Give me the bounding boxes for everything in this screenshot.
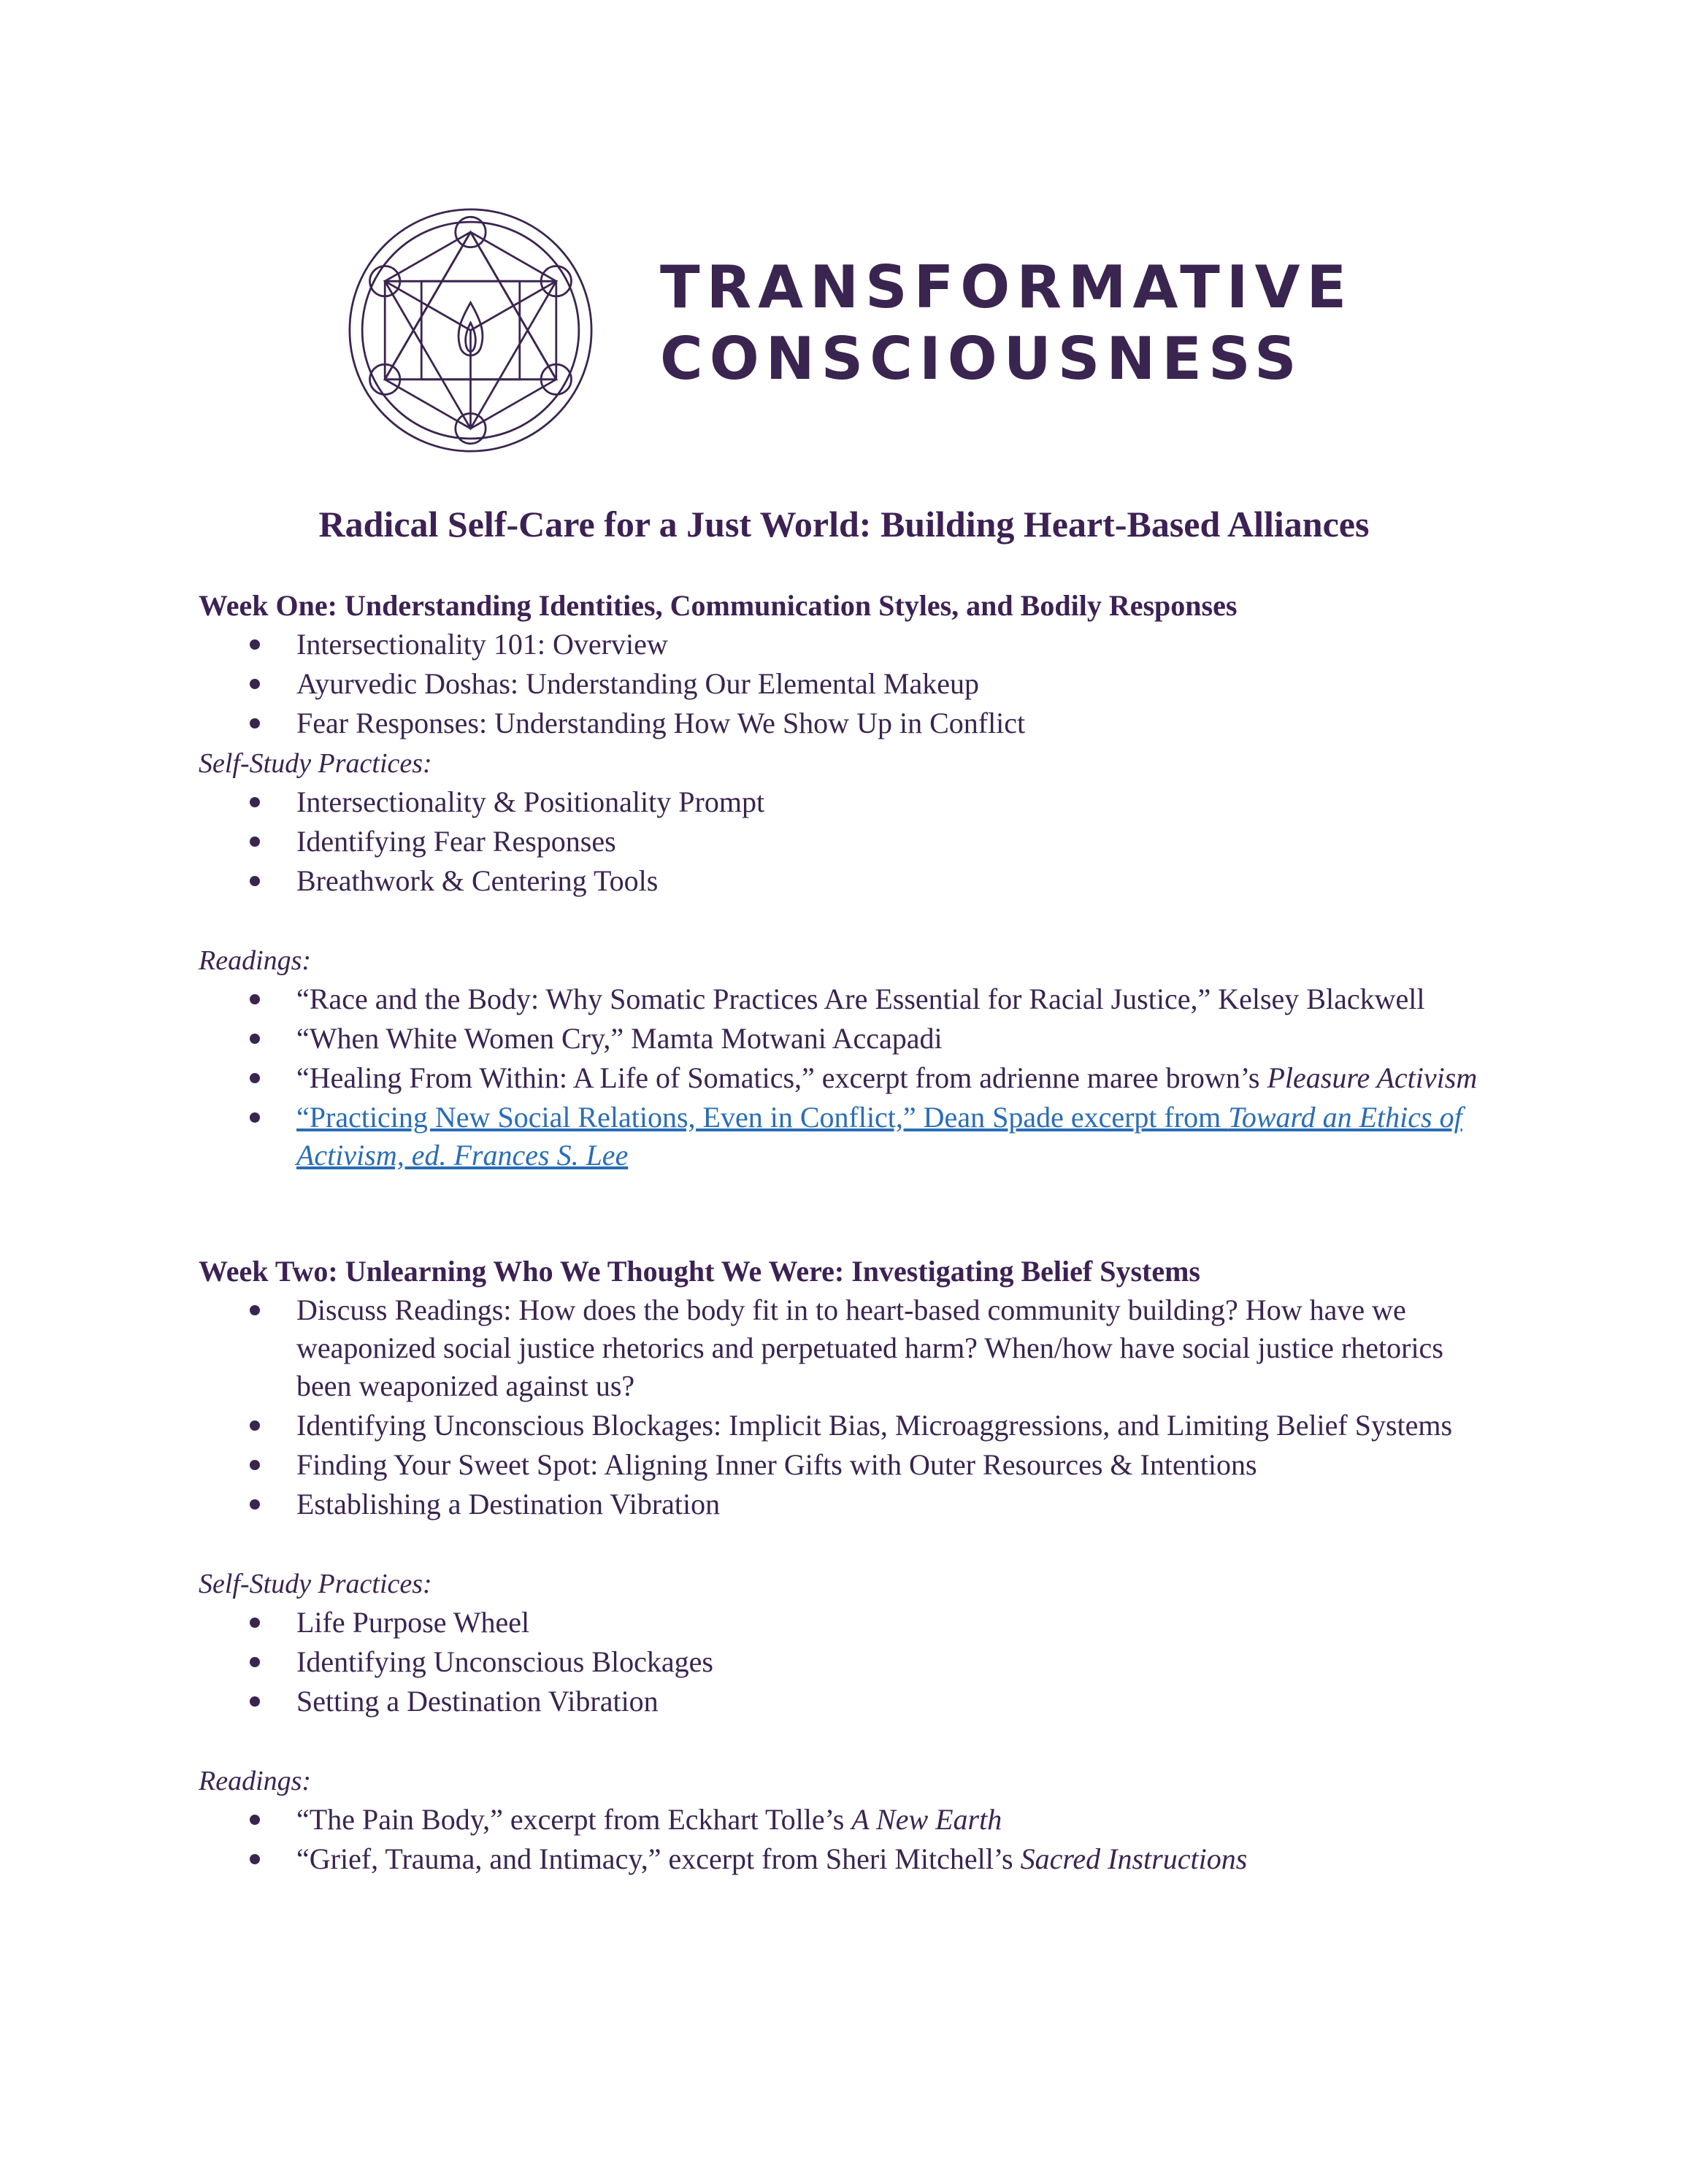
readings-label: Readings: (199, 945, 312, 976)
brand-line-2: CONSCIOUSNESS (660, 325, 1303, 393)
list-item: Discuss Readings: How does the body fit in to heart-based community building? How have we weaponized social justice rhetorics and perpetuated harm? When/how have social justice rhetorics been weaponized against us? (199, 1291, 1505, 1405)
metatron-cube-flame-icon (345, 204, 596, 456)
list-item: Identifying Unconscious Blockages: Implicit Bias, Microaggressions, and Limiting Belief Systems (199, 1407, 1505, 1445)
practices-label: Self-Study Practices: (199, 748, 432, 779)
readings-list (199, 980, 1505, 1174)
list-item (199, 1059, 1505, 1097)
topic-list (199, 1291, 1505, 1523)
brand-wordmark (660, 252, 1353, 395)
reading-text: “Healing From Within: A Life of Somatics,” excerpt from adrienne maree brown’s (296, 1061, 1267, 1094)
list-item: Intersectionality & Positionality Prompt (199, 783, 1505, 821)
practices-label: Self-Study Practices: (199, 1569, 432, 1599)
list-item: Setting a Destination Vibration (199, 1683, 1505, 1720)
list-item (199, 1099, 1505, 1174)
readings-label: Readings: (199, 1766, 312, 1796)
list-item: “Race and the Body: Why Somatic Practices Are Essential for Racial Justice,” Kelsey Blackwell (199, 980, 1505, 1018)
week-heading: Week Two: Unlearning Who We Thought We Were: Investigating Belief Systems (199, 1255, 1200, 1288)
reading-book-title: Sacred Instructions (1020, 1842, 1248, 1875)
week-one-section (199, 586, 1505, 1174)
reading-book-title: A New Earth (851, 1803, 1002, 1836)
list-item: Establishing a Destination Vibration (199, 1485, 1505, 1523)
topic-list (199, 626, 1505, 742)
reading-link-text: “Practicing New Social Relations, Even in Conflict,” Dean Spade excerpt from (296, 1101, 1229, 1134)
list-item: Intersectionality 101: Overview (199, 626, 1505, 664)
list-item: Finding Your Sweet Spot: Aligning Inner Gifts with Outer Resources & Intentions (199, 1446, 1505, 1484)
list-item: Identifying Unconscious Blockages (199, 1643, 1505, 1681)
list-item (199, 1801, 1505, 1839)
reading-text: “Grief, Trauma, and Intimacy,” excerpt from Sheri Mitchell’s (296, 1842, 1021, 1875)
reading-book-title: Pleasure Activism (1267, 1061, 1478, 1094)
list-item (199, 1840, 1505, 1878)
list-item: “When White Women Cry,” Mamta Motwani Accapadi (199, 1020, 1505, 1058)
page-title: Radical Self-Care for a Just World: Building Heart-Based Alliances (318, 504, 1370, 545)
syllabus-content (199, 586, 1505, 1880)
practice-list (199, 1604, 1505, 1720)
readings-list (199, 1801, 1505, 1878)
reading-text: “The Pain Body,” excerpt from Eckhart Tolle’s (296, 1803, 852, 1836)
brand-line-1: TRANSFORMATIVE (660, 253, 1354, 321)
reading-link-title: Toward an Ethics of Activism, ed. Frances S. Lee (296, 1101, 1462, 1172)
list-item: Fear Responses: Understanding How We Show Up in Conflict (199, 704, 1505, 742)
practice-list (199, 783, 1505, 900)
week-heading: Week One: Understanding Identities, Communication Styles, and Bodily Responses (199, 589, 1238, 622)
list-item: Breathwork & Centering Tools (199, 862, 1505, 900)
list-item: Life Purpose Wheel (199, 1604, 1505, 1642)
week-two-section (199, 1252, 1505, 1878)
list-item: Ayurvedic Doshas: Understanding Our Elemental Makeup (199, 665, 1505, 703)
reading-link[interactable] (296, 1101, 1462, 1172)
list-item: Identifying Fear Responses (199, 823, 1505, 861)
